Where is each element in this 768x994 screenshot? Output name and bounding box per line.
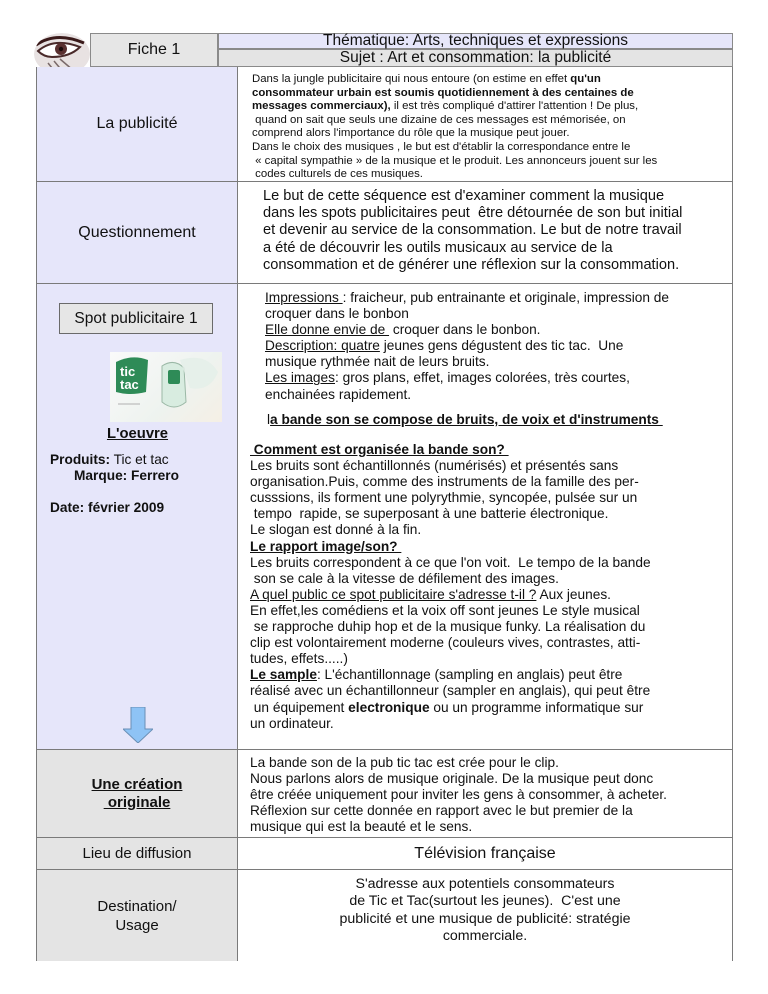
label-questionnement: Questionnement xyxy=(78,223,196,241)
text-line: Comment est organisée la bande son? xyxy=(250,442,509,457)
text-line: La bande son de la pub tic tac est crée pour le clip. xyxy=(250,755,559,770)
produits-line: Produits: Tic et tac xyxy=(50,452,169,467)
svg-text:tic: tic xyxy=(120,364,136,379)
text-line: Le but de cette séquence est d'examiner comment la musique xyxy=(263,188,665,204)
row-creation xyxy=(37,750,732,838)
content-creation xyxy=(238,750,732,837)
text-line: quand on sait que seuls une dizaine de ces messages est mémorisée, on xyxy=(252,113,626,126)
text-line: se rapproche duhip hop et de la musique funky. La réalisation du xyxy=(250,619,646,635)
text-line: consommation et de générer une réflexion sur la consommation. xyxy=(263,256,680,273)
label-cell-questionnement xyxy=(37,182,238,283)
content-spot xyxy=(238,284,732,749)
text-line: publicité et une musique de publicité: stratégie xyxy=(339,910,631,927)
text-line: Impressions : fraicheur, pub entrainante et originale, impression de xyxy=(265,290,670,305)
down-arrow-icon xyxy=(123,707,153,748)
text-line: réalisé avec un échantillonneur (sampler en anglais), qui peut être xyxy=(250,683,651,699)
text-line: Nous parlons alors de musique originale. De la musique peut donc xyxy=(250,771,654,787)
text-line: codes culturels de ces musiques. xyxy=(252,168,423,181)
label-cell-lieu xyxy=(37,838,238,869)
text-line: son se cale à la vitesse de défilement des images. xyxy=(250,570,559,586)
label-cell-creation xyxy=(37,750,238,837)
label-creation-1: Une création xyxy=(91,775,183,793)
text-line: a été de découvrir les outils musicaux au service de la xyxy=(263,239,613,256)
label-lieu: Lieu de diffusion xyxy=(82,845,192,862)
row-lieu xyxy=(37,838,732,870)
thematique-text: Thématique: Arts, techniques et expressions xyxy=(323,32,628,49)
text-line: croquer dans le bonbon xyxy=(265,306,409,322)
text-line: Les images: gros plans, effet, images colorées, très courtes, xyxy=(265,370,630,386)
svg-text:tac: tac xyxy=(120,377,139,392)
text-line: Le rapport image/son? xyxy=(250,538,402,554)
text-line: Description: quatre jeunes gens dégustent des tic tac. Une xyxy=(265,338,624,354)
date-line: Date: février 2009 xyxy=(50,500,165,516)
header-title-block xyxy=(218,33,733,67)
text-line: Réflexion sur cette donnée en rapport avec le but premier de la xyxy=(250,803,633,819)
text-line: un équipement electronique ou un programme informatique sur xyxy=(250,699,644,715)
text-line: cusssions, ils forment une polyrythmie, syncopée, pulsée sur un xyxy=(250,490,638,506)
text-line: « capital sympathie » de la musique et le produit. Les annonceurs jouent sur les xyxy=(252,154,658,167)
fiche-label: Fiche 1 xyxy=(127,41,181,58)
sujet-text: Sujet : Art et consommation: la publicité xyxy=(339,49,612,66)
label-cell-destination xyxy=(37,870,238,961)
spot-label: Spot publicitaire 1 xyxy=(74,309,198,327)
spot-publicitaire-button[interactable] xyxy=(59,303,213,334)
label-destination-2: Usage xyxy=(115,916,159,934)
lieu-value: Télévision française xyxy=(414,844,556,862)
tictac-product-image xyxy=(110,352,222,422)
analysis-block xyxy=(250,442,651,732)
fiche-number-box xyxy=(90,33,218,67)
content-destination xyxy=(238,870,732,961)
oeuvre-title: L'oeuvre xyxy=(106,426,169,442)
text-line: enchainées rapidement. xyxy=(265,386,412,402)
text-line: Le sample: L'échantillonnage (sampling en anglais) peut être xyxy=(250,667,623,683)
text-line: un ordinateur. xyxy=(250,715,334,731)
content-lieu xyxy=(238,838,732,869)
impressions-block xyxy=(265,290,669,403)
content-questionnement xyxy=(238,182,732,283)
text-line: Les bruits sont échantillonnés (numérisés) et présentés sans xyxy=(250,458,619,474)
text-line: musique rythmée nait de leurs bruits. xyxy=(265,354,490,370)
text-line: organisation.Puis, comme des instruments de la famille des per- xyxy=(250,474,639,490)
text-line: Elle donne envie de croquer dans le bonbon. xyxy=(265,322,541,338)
text-line: A quel public ce spot publicitaire s'adresse t-il ? Aux jeunes. xyxy=(250,586,611,602)
text-line: tempo rapide, se superposant à une batterie électronique. xyxy=(250,506,609,522)
bande-son-heading: la bande son se compose de bruits, de voix et d'instruments xyxy=(267,412,663,427)
text-line: En effet,les comédiens et la voix off sont jeunes Le style musical xyxy=(250,602,640,618)
row-questionnement xyxy=(37,182,732,284)
text-line: musique qui est la beauté et le sens. xyxy=(250,819,473,835)
text-line: Dans le choix des musiques , le but est d'établir la correspondance entre le xyxy=(252,140,631,153)
row-spot xyxy=(37,284,732,750)
label-creation-2: originale xyxy=(103,793,171,811)
text-line: clip est volontairement moderne (couleurs vives, contrastes, atti- xyxy=(250,635,641,651)
text-line: et devenir au service de la consommation. Le but de notre travail xyxy=(263,222,682,239)
text-line: tudes, effets.....) xyxy=(250,651,348,667)
text-line: messages commerciaux), il est très compliqué d'attirer l'attention ! De plus, xyxy=(252,100,639,113)
text-line: comprend alors l'importance du rôle que la musique peut jouer. xyxy=(252,127,570,140)
label-publicite: La publicité xyxy=(96,115,178,132)
text-line: commerciale. xyxy=(442,928,528,945)
label-cell-publicite xyxy=(37,67,238,181)
oeuvre-details xyxy=(50,452,179,516)
text-line: Dans la jungle publicitaire qui nous entoure (on estime en effet qu'un xyxy=(252,73,601,85)
text-line: dans les spots publicitaires peut être détournée de son but initial xyxy=(263,205,683,222)
text-line: consommateur urbain est soumis quotidiennement à des centaines de xyxy=(252,86,634,99)
text-line: Les bruits correspondent à ce que l'on voit. Le tempo de la bande xyxy=(250,554,651,570)
label-cell-spot xyxy=(37,284,238,749)
row-publicite xyxy=(37,67,732,182)
marque-line: Marque: Ferrero xyxy=(74,468,179,484)
text-line: de Tic et Tac(surtout les jeunes). C'est une xyxy=(349,893,621,910)
content-publicite xyxy=(238,67,732,181)
fiche-table xyxy=(36,67,733,961)
thematique-row xyxy=(219,34,732,50)
text-line: être créée uniquement pour inviter les gens à consommer, à acheter. xyxy=(250,787,667,803)
text-line: Le slogan est donné à la fin. xyxy=(250,522,422,538)
row-destination xyxy=(37,870,732,961)
sujet-row xyxy=(219,50,732,66)
text-line: S'adresse aux potentiels consommateurs xyxy=(355,876,615,892)
label-destination-1: Destination/ xyxy=(97,897,177,915)
